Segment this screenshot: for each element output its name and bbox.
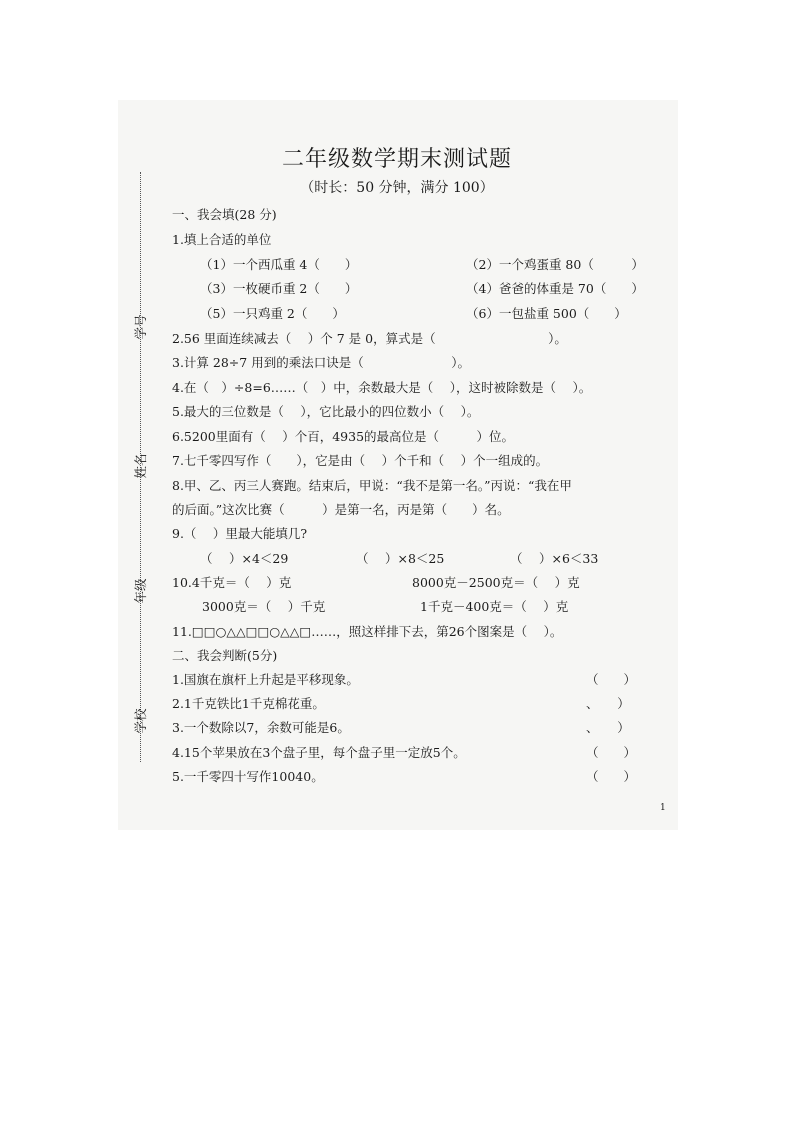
judge-item-4: 4.15个苹果放在3个盘子里，每个盘子里一定放5个。 xyxy=(172,745,466,760)
q8-line2: 的后面。”这次比赛（ ）是第一名，丙是第（ ）名。 xyxy=(172,502,510,517)
q5: 5.最大的三位数是（ ），它比最小的四位数小（ ）。 xyxy=(172,404,480,419)
q9-stem: 9.（ ）里最大能填几? xyxy=(172,526,308,541)
q9-item-1: （ ）×4＜29 xyxy=(200,551,289,566)
q11: 11.□□○△△□□○△△□……，照这样排下去，第26个图案是（ ）。 xyxy=(172,624,563,639)
judge-item-5: 5.一千零四十写作10040。 xyxy=(172,769,324,784)
page-subtitle: （时长：50 分钟，满分 100） xyxy=(300,180,494,196)
q1-item-6: （6）一包盐重 500（ ） xyxy=(466,306,627,321)
q6: 6.5200里面有（ ）个百，4935的最高位是（ ）位。 xyxy=(172,429,515,444)
q9-item-3: （ ）×6＜33 xyxy=(510,551,599,566)
q1-stem: 1.填上合适的单位 xyxy=(172,232,272,247)
q3: 3.计算 28÷7 用到的乘法口诀是（ ）。 xyxy=(172,355,470,370)
binding-label-name: 姓名 xyxy=(133,453,148,479)
q10-item-4: 1千克－400克＝（ ）克 xyxy=(420,599,569,614)
page-number: 1 xyxy=(660,803,666,813)
q1-item-2: （2）一个鸡蛋重 80（ ） xyxy=(466,257,644,272)
judge-item-3: 3.一个数除以7，余数可能是6。 xyxy=(172,720,350,735)
binding-label-student-id: 学号 xyxy=(133,314,148,340)
q1-item-4: （4）爸爸的体重是 70（ ） xyxy=(466,281,644,296)
q4: 4.在（ ）÷8=6……（ ）中，余数最大是（ ），这时被除数是（ ）。 xyxy=(172,380,592,395)
section2-heading: 二、我会判断(5分) xyxy=(172,648,278,663)
judge-mark-2: 、 ） xyxy=(586,696,630,711)
binding-label-grade: 年级 xyxy=(133,578,148,604)
q1-item-1: （1）一个西瓜重 4（ ） xyxy=(200,257,358,272)
judge-item-2: 2.1千克铁比1千克棉花重。 xyxy=(172,696,325,711)
q10-item-3: 3000克＝（ ）千克 xyxy=(202,599,326,614)
judge-mark-1: （ ） xyxy=(586,672,637,687)
q10-item-1: 10.4千克＝（ ）克 xyxy=(172,575,292,590)
q9-item-2: （ ）×8＜25 xyxy=(356,551,445,566)
q2: 2.56 里面连续减去（ ）个 7 是 0，算式是（ ）。 xyxy=(172,331,567,346)
judge-mark-4: （ ） xyxy=(586,745,637,760)
judge-mark-3: 、 ） xyxy=(586,720,630,735)
q8-line1: 8.甲、乙、丙三人赛跑。结束后，甲说：“我不是第一名。”丙说：“我在甲 xyxy=(172,478,572,493)
page-title: 二年级数学期末测试题 xyxy=(281,147,512,172)
q1-item-3: （3）一枚硬币重 2（ ） xyxy=(200,281,358,296)
q1-item-5: （5）一只鸡重 2（ ） xyxy=(200,306,345,321)
q10-item-2: 8000克－2500克＝（ ）克 xyxy=(412,575,580,590)
section1-heading: 一、我会填(28 分) xyxy=(172,207,277,222)
q7: 7.七千零四写作（ ），它是由（ ）个千和（ ）个一组成的。 xyxy=(172,453,549,468)
judge-mark-5: （ ） xyxy=(586,769,637,784)
judge-item-1: 1.国旗在旗杆上升起是平移现象。 xyxy=(172,672,359,687)
binding-label-school: 学校 xyxy=(133,708,148,734)
